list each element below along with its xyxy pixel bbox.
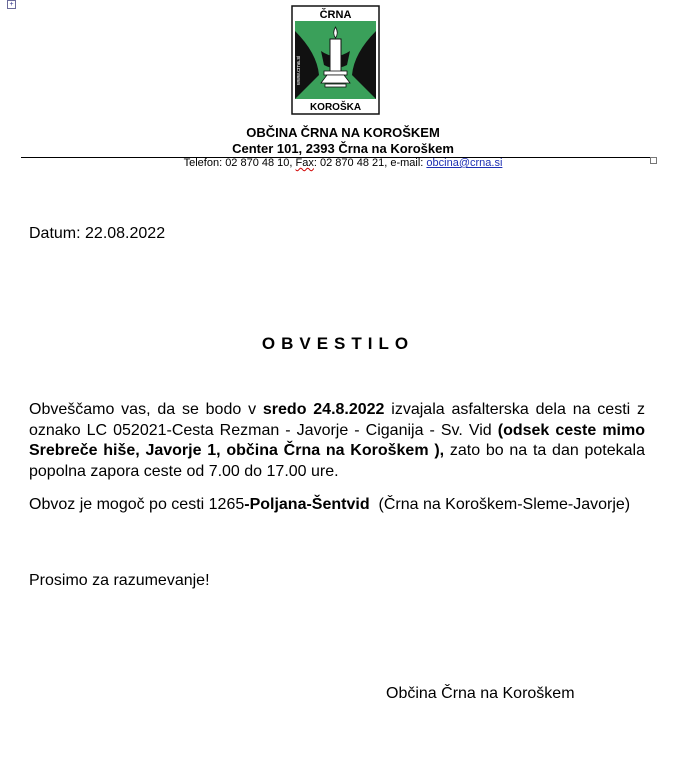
paragraph-text-3: zato bo na ta dan potekala popolna zapora ceste od 7.00 do 17.00 ure. [29, 442, 645, 480]
logo-side-text: www.crna.si [296, 55, 302, 85]
paragraph-section-bold: (odsek ceste mimo Srebreče hiše, Javorje 1, občina Črna na Koroškem ), [29, 421, 645, 459]
notice-paragraph [29, 400, 645, 482]
signature: Občina Črna na Koroškem [386, 685, 575, 702]
detour-text-1: Obvoz je mogoč po cesti 1265 [29, 496, 245, 513]
detour-text-2: (Črna na Koroškem-Sleme-Javorje) [369, 496, 631, 513]
email-link[interactable]: obcina@crna.si [426, 157, 503, 169]
detour-route-bold: -Poljana-Šentvid [244, 496, 370, 513]
org-address: Center 101, 2393 Črna na Koroškem [232, 141, 454, 156]
closing-line: Prosimo za razumevanje! [29, 572, 210, 589]
contact-phone: Telefon: 02 870 48 10, [183, 157, 296, 169]
paragraph-date-bold: sredo 24.8.2022 [262, 401, 385, 418]
logo-bottom-text: KOROŠKA [309, 102, 362, 113]
detour-line [29, 496, 630, 514]
notice-title: OBVESTILO [261, 334, 415, 353]
paragraph-text-2: izvajala asfalterska dela na cesti z oznako LC 052021-Cesta Rezman - Javorje - Ciganija - Sv. Vid [29, 401, 646, 439]
anchor-marker-icon: + [7, 0, 16, 9]
contact-middle: : 02 870 48 21, e-mail: [313, 157, 427, 169]
logo-top-text: ČRNA [319, 9, 352, 21]
paragraph-text-1: Obveščamo vas, da se bodo v [29, 401, 263, 418]
municipality-logo [291, 5, 380, 115]
contact-fax-word: Fax [295, 157, 314, 169]
org-name: OBČINA ČRNA NA KOROŠKEM [246, 125, 440, 140]
date-line: Datum: 22.08.2022 [29, 225, 166, 242]
contact-line [0, 157, 686, 169]
